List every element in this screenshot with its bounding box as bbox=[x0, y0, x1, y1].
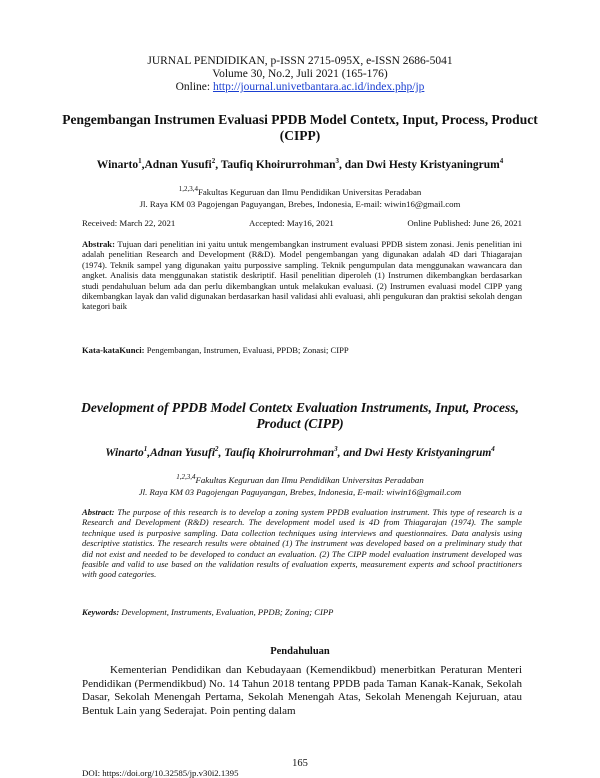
accepted-date: Accepted: May16, 2021 bbox=[248, 218, 334, 228]
body-text bbox=[82, 664, 522, 718]
keywords-label: Keywords: bbox=[82, 607, 120, 617]
volume-line: Volume 30, No.2, Juli 2021 (165-176) bbox=[212, 68, 388, 80]
affiliation-name: Fakultas Keguruan dan Ilmu Pendidikan Universitas Peradaban bbox=[195, 474, 424, 485]
affiliation-english: $^{1,2,3,4}$Fakultas Keguruan dan Ilmu Pendidikan Universitas Peradaban Jl. Raya KM 03 Pagojengan Paguyangan, Brebes, Indonesia, E-mail: wiwin16@gmail.com bbox=[60, 471, 540, 498]
author-name: Taufiq Khoirurrohman bbox=[220, 158, 336, 171]
author-name: Winarto bbox=[96, 158, 139, 171]
abstract-english bbox=[82, 507, 522, 580]
published-date: Online Published: June 26, 2021 bbox=[407, 218, 522, 228]
author-name: and Dwi Hesty Kristyaningrum bbox=[343, 446, 492, 459]
authors-english: Winarto$^1$,Adnan Yusufi$^2$, Taufiq Khoirurrohman$^3$, and Dwi Hesty Kristyaningrum$^4$ bbox=[105, 445, 495, 459]
keywords-english bbox=[82, 607, 522, 617]
author-name: Winarto bbox=[105, 446, 144, 459]
affiliation-address: Jl. Raya KM 03 Pagojengan Paguyangan, Brebes, Indonesia, E-mail: wiwin16@gmail.com bbox=[139, 198, 461, 209]
abstract-label: Abstract: bbox=[82, 507, 115, 517]
authors-indonesian: Winarto$^1$,Adnan Yusufi$^2$, Taufiq Khoirurrohman$^3$, dan Dwi Hesty Kristyaningrum$^4$ bbox=[96, 157, 504, 171]
abstract-label: Abstrak: bbox=[82, 239, 115, 249]
abstract-text: Tujuan dari penelitian ini yaitu untuk mengembangkan instrument evaluasi PPDB sistem zonasi. Jenis penelitian ini adalah penelitian Research and Development (R&D). Model pengembangan yang digunakan adalah 4D dari Thiagarajan (1974). Teknik sampel yang digunakan yaitu purpossive sampling. Teknik pengumpulan data menggunakan wawancara dan angket. Analisis data menggunakan statistik deskriptif. Hasil penelitian diperoleh (1) Instrumen dikembangkan berdasarkan studi pendahuluan belum ada dan perlu dikembangkan untuk melakukan evaluasi. (2) Instrumen evaluasi model CIPP yang dikembangkan layak dan valid digunakan berdasarkan hasil validasi ahli evaluasi, ahli pengukuran dan praktisi sekolah dengan kategori baik bbox=[82, 239, 522, 312]
abstract-text: The purpose of this research is to develop a zoning system PPDB evaluation instrument. This type of research is a Research and Development (R&D) research. The development model used is 4D from Thiagarajan (1974). The sample technique used is purposive sampling. Data collection techniques using interviews and questionnaires. Data analysis using descriptive statistics. The research results were obtained (1) The instrument was developed based on a preliminary study that did not exist and needed to be developed to conduct an evaluation. (2) The CIPP model evaluation instrument developed was feasible and valid to use based on the validation results of evaluation experts, measurement experts and school practitioners with good categories. bbox=[82, 507, 522, 580]
abstract-indonesian bbox=[82, 239, 522, 312]
received-date: Received: March 22, 2021 bbox=[82, 218, 176, 228]
online-label: Online: bbox=[175, 81, 211, 93]
page-number: 165 bbox=[292, 758, 308, 769]
journal-url-link[interactable]: http://journal.univetbantara.ac.id/index.php/jp bbox=[212, 81, 425, 93]
keywords-label: Kata-kataKunci: bbox=[82, 345, 145, 355]
author-name: Taufiq Khoirurrohman bbox=[224, 446, 335, 459]
author-name: Adnan Yusufi bbox=[144, 158, 212, 171]
title-english: Development of PPDB Model Contetx Evaluation Instruments, Input, Process, Product (CIPP) bbox=[81, 400, 519, 431]
keywords-text: Development, Instruments, Evaluation, PPDB; Zoning; CIPP bbox=[121, 607, 334, 617]
affiliation-name: Fakultas Keguruan dan Ilmu Pendidikan Universitas Peradaban bbox=[197, 186, 422, 197]
body-paragraph: Kementerian Pendidikan dan Kebudayaan (Kemendikbud) menerbitkan Peraturan Menteri Pendidikan (Permendikbud) No. 14 Tahun 2018 tentang PPDB pada Taman Kanak-Kanak, Sekolah Dasar, Sekolah Menengah Pertama, Sekolah Menengah Atas, Sekolah Menengah Kejuruan, atau Bentuk Lain yang Sederajat. Poin penting dalam bbox=[82, 664, 522, 717]
section-heading: Pendahuluan bbox=[270, 646, 330, 657]
affiliation-address: Jl. Raya KM 03 Pagojengan Paguyangan, Brebes, Indonesia, E-mail: wiwin16@gmail.com bbox=[138, 486, 462, 497]
journal-header bbox=[0, 55, 600, 94]
doi-line: DOI: https://doi.org/10.32585/jp.v30i2.1395 bbox=[82, 768, 239, 778]
keywords-indonesian bbox=[82, 345, 522, 355]
title-indonesian: Pengembangan Instrumen Evaluasi PPDB Model Contetx, Input, Process, Product (CIPP) bbox=[62, 112, 538, 143]
author-name: Adnan Yusufi bbox=[150, 446, 216, 459]
author-name: dan Dwi Hesty Kristyaningrum bbox=[344, 158, 500, 171]
affiliation-indonesian: $^{1,2,3,4}$Fakultas Keguruan dan Ilmu Pendidikan Universitas Peradaban Jl. Raya KM 03 Pagojengan Paguyangan, Brebes, Indonesia, E-mail: wiwin16@gmail.com bbox=[60, 183, 540, 210]
journal-line: JURNAL PENDIDIKAN, p-ISSN 2715-095X, e-ISSN 2686-5041 bbox=[147, 55, 453, 67]
keywords-text: Pengembangan, Instrumen, Evaluasi, PPDB; Zonasi; CIPP bbox=[146, 345, 349, 355]
online-line bbox=[0, 81, 600, 94]
article-dates bbox=[82, 218, 522, 228]
